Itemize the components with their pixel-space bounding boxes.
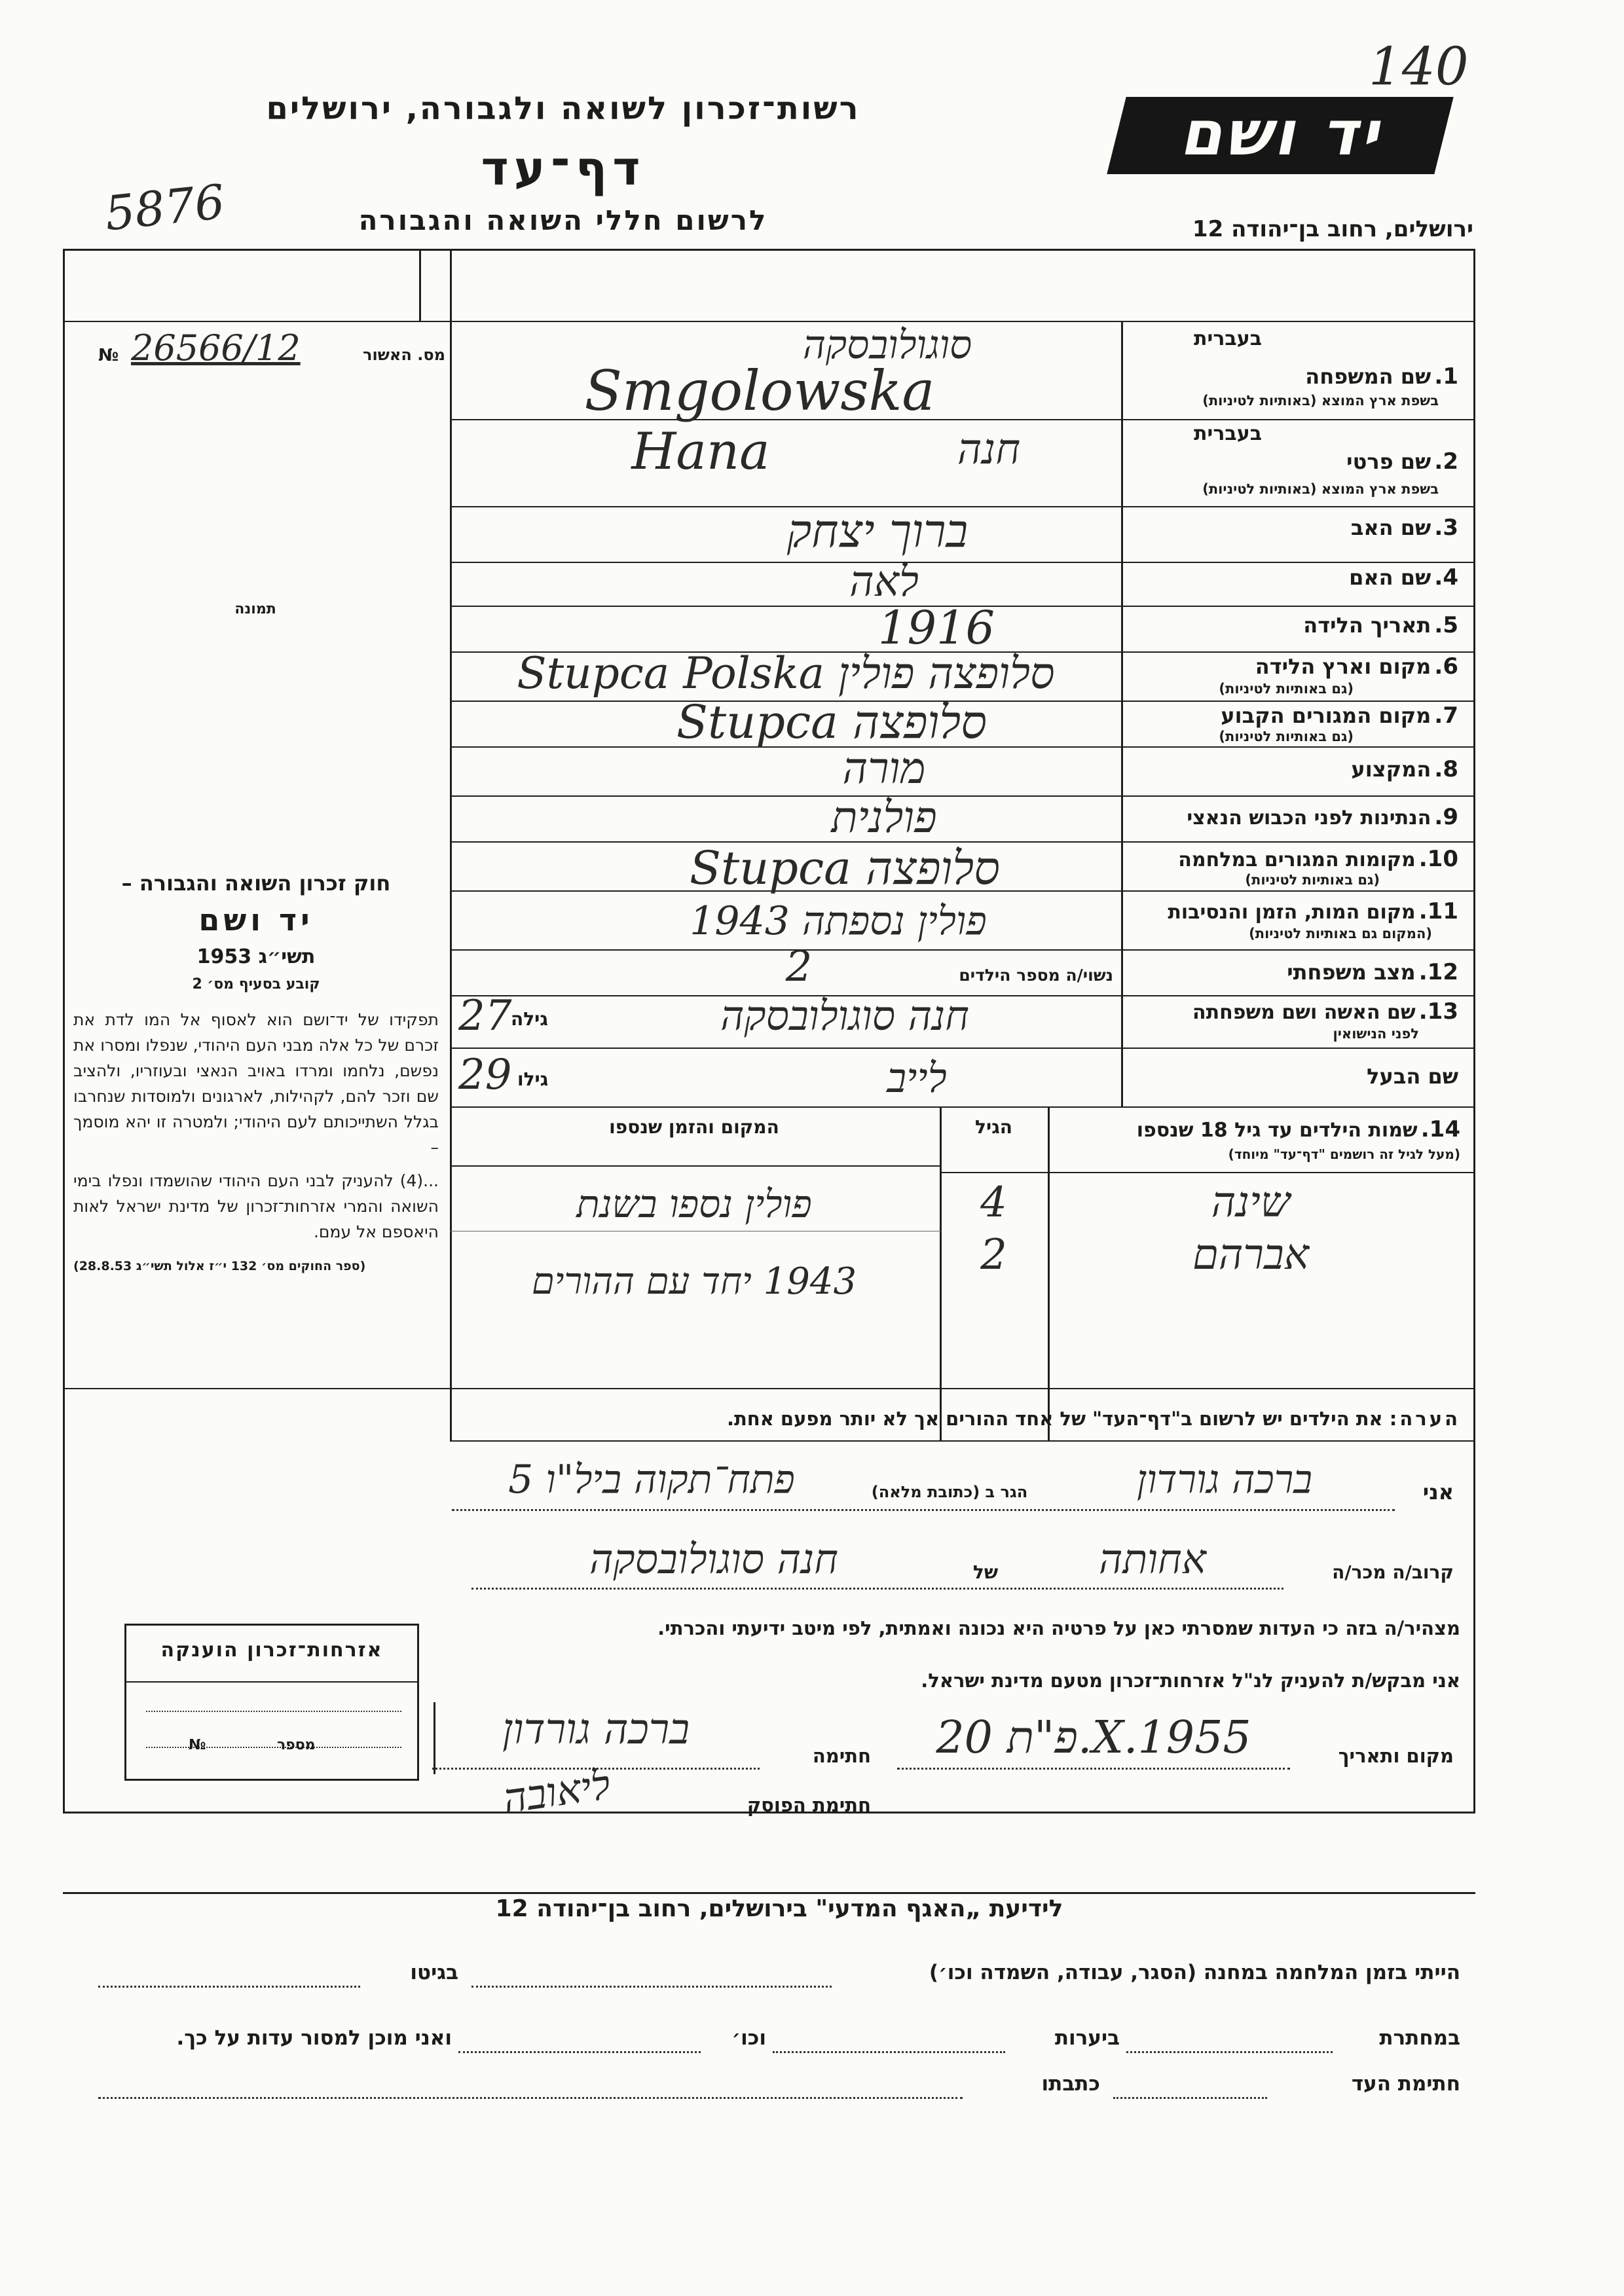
logo-text: יד ושם bbox=[1179, 98, 1381, 170]
field-2-number: 2. bbox=[1434, 448, 1458, 475]
field-11-row bbox=[1128, 898, 1458, 947]
profession-value[interactable]: מורה bbox=[842, 743, 926, 793]
field-8-number: 8. bbox=[1434, 756, 1458, 782]
child-2-place[interactable]: 1943 יחד עם ההורים bbox=[531, 1260, 857, 1303]
field-13-row bbox=[1128, 998, 1458, 1046]
field-9-number: 9. bbox=[1434, 804, 1458, 830]
children-header bbox=[1054, 1116, 1460, 1162]
surname-latin-value[interactable]: Smgolowska bbox=[584, 359, 935, 423]
declaration-text: מצהיר/ה בזה כי העדות שמסרתי כאן על פרטיה היא נכונה ואמתית, לפי מיטב ידיעתי והכרתי. bbox=[657, 1617, 1460, 1639]
firstname-hebrew-value[interactable]: חנה bbox=[957, 426, 1021, 474]
signature-value[interactable]: ברכה גורדון bbox=[502, 1705, 690, 1754]
org-line: רשות־זכרון לשואה ולגבורה, ירושלים bbox=[266, 90, 860, 127]
officer-label: חתימת הפוסק bbox=[747, 1794, 871, 1816]
notice-line bbox=[458, 1408, 1460, 1430]
field-1-hebrew-tag: בעברית bbox=[1194, 327, 1262, 350]
place-column-header: המקום והזמן שנספו bbox=[609, 1116, 779, 1138]
citizenship-no-sign: № bbox=[189, 1737, 206, 1753]
field-2-row bbox=[1128, 422, 1458, 504]
notice-title: הערה: bbox=[1389, 1408, 1460, 1430]
husband-row bbox=[1128, 1064, 1458, 1089]
field-13-note: לפני הנישואין bbox=[1333, 1026, 1419, 1042]
field-2-hebrew-tag: בעברית bbox=[1194, 422, 1262, 445]
field-8-label: המקצוע bbox=[1351, 757, 1431, 782]
children-header-number: 14. bbox=[1420, 1116, 1460, 1142]
subject-name[interactable]: חנה סוגולובסקה bbox=[589, 1535, 838, 1583]
witness-signature-label: חתימת העד bbox=[1351, 2072, 1460, 2096]
place-date-value[interactable]: פ"ת 20.X.1955 bbox=[936, 1712, 1251, 1764]
witness-address-label: כתבתו bbox=[1041, 2072, 1100, 2096]
field-10-label: מקומות המגורים במלחמה bbox=[1178, 848, 1416, 871]
child-1-age[interactable]: 4 bbox=[980, 1178, 1007, 1227]
wife-name-value[interactable]: חנה סוגולובסקה bbox=[720, 992, 969, 1040]
birth-place-value[interactable]: Stupca Polska סלופצה פולין bbox=[517, 648, 1055, 699]
husband-age-label: גילו bbox=[517, 1068, 549, 1090]
field-3-number: 3. bbox=[1434, 515, 1458, 541]
relation-label: קרוב/ה מכר/ה bbox=[1332, 1561, 1454, 1583]
law-name: יד ושם bbox=[198, 902, 314, 938]
approval-block bbox=[79, 327, 445, 373]
citizenship-title: אזרחות־זכרון הוענקה bbox=[160, 1639, 383, 1662]
citizenship-number-label: מספר bbox=[277, 1737, 316, 1753]
forests-label: ביערות bbox=[1054, 2026, 1120, 2050]
husband-name-value[interactable]: לייב bbox=[887, 1054, 947, 1102]
law-text: תפקידו של יד־ושם הוא לאסוף אל המו לדת את זכרם של כל אלה מבני העם היהודי, שנפלו ומסרו את נפשם, נלחמו ומרדו באויב הנאצי ובעוזריו, ולהציב שם וזכר להם, לקהילות, לארגונים ולמוסדות שנחרבו בגלל השתייכותם לעם היהודי; ולמטרה זו יהא מוסמך – bbox=[73, 1010, 439, 1157]
field-8-row bbox=[1128, 756, 1458, 782]
field-7-label: מקום המגורים הקבוע bbox=[1221, 703, 1431, 728]
relation-of-label: של bbox=[972, 1561, 999, 1583]
field-6-row bbox=[1128, 653, 1458, 699]
declarant-label: אני bbox=[1422, 1480, 1454, 1504]
label-column-divider bbox=[1121, 321, 1123, 1106]
field-1-label: שם המשפחה bbox=[1305, 364, 1431, 389]
field-2-note: בשפת ארץ המוצא (באותיות לטיניות) bbox=[1202, 481, 1439, 497]
request-text: אני מבקש/ת להעניק לנ"ל אזרחות־זכרון מטעם מדינת ישראל. bbox=[921, 1669, 1460, 1692]
field-13-label: שם האשה ושם משפחתה bbox=[1192, 1001, 1416, 1024]
underground-label: במחתרת bbox=[1379, 2026, 1460, 2050]
field-9-row bbox=[1128, 804, 1458, 830]
address: ירושלים, רחוב בן־יהודה 12 bbox=[1192, 216, 1473, 242]
children-count-value[interactable]: 2 bbox=[785, 943, 813, 991]
field-7-note: (גם באותיות לטיניות) bbox=[1219, 729, 1354, 744]
field-5-label: תאריך הלידה bbox=[1303, 613, 1431, 638]
surname-hebrew-value[interactable]: סוגולובסקה bbox=[802, 322, 972, 368]
field-10-number: 10. bbox=[1418, 846, 1458, 872]
left-panel-divider bbox=[450, 249, 452, 1440]
law-text-2: ...(4) להעניק לבני העם היהודי שהושמדו ונפלו בימי השואה והמרי אזרחות־זכרון של מדינת ישראל לאות היאספם אל עמם. bbox=[73, 1171, 439, 1241]
age-column-header: הגיל bbox=[975, 1116, 1012, 1138]
mother-name-value[interactable]: לאה bbox=[849, 558, 919, 606]
child-1-name[interactable]: שינה bbox=[1211, 1178, 1291, 1227]
approval-number[interactable]: 26566/12 bbox=[131, 327, 301, 369]
field-13-number: 13. bbox=[1418, 998, 1458, 1025]
declarant-name[interactable]: ברכה גורדון bbox=[1136, 1457, 1313, 1503]
field-1-note: בשפת ארץ המוצא (באותיות לטיניות) bbox=[1202, 393, 1439, 409]
citizenship-box bbox=[124, 1624, 419, 1781]
field-4-label: שם האם bbox=[1349, 565, 1431, 590]
child-2-age[interactable]: 2 bbox=[980, 1231, 1007, 1279]
husband-age-value[interactable]: 29 bbox=[458, 1051, 512, 1099]
field-3-row bbox=[1128, 515, 1458, 541]
children-header-note: (מעל לגיל זה רושמים "דף־עד" מיוחד) bbox=[1228, 1146, 1460, 1162]
law-year: תשי״ג 1953 bbox=[196, 945, 316, 968]
etc-label: וכו׳ bbox=[731, 2026, 766, 2050]
field-4-number: 4. bbox=[1434, 564, 1458, 591]
place-date-label: מקום ותאריך bbox=[1338, 1745, 1454, 1767]
field-2-label: שם פרטי bbox=[1346, 449, 1431, 474]
nationality-value[interactable]: פולנית bbox=[831, 792, 937, 843]
child-2-name[interactable]: אברהם bbox=[1192, 1231, 1310, 1279]
wartime-residence-value[interactable]: Stupca סלופצה bbox=[689, 841, 1000, 895]
law-clause: קובע בסעיף מס׳ 2 bbox=[192, 976, 320, 993]
form-title: דף־עד bbox=[481, 141, 646, 196]
field-1-number: 1. bbox=[1434, 363, 1458, 390]
field-9-label: הנתינות לפני הכבוש הנאצי bbox=[1187, 807, 1431, 829]
field-7-row bbox=[1128, 702, 1458, 745]
camp-line-label: הייתי בזמן המלחמה במחנה (הסגר, עבודה, השמדה וכו׳) bbox=[929, 1961, 1460, 1984]
address-label: הגר ב (כתובת מלאה) bbox=[871, 1483, 1028, 1501]
law-title: חוק זכרון השואה והגבורה – bbox=[121, 871, 391, 896]
field-10-note: (גם באותיות לטיניות) bbox=[1245, 872, 1380, 888]
photo-label: תמונה bbox=[234, 601, 276, 617]
notice-text: את הילדים יש לרשום ב"דף־העד" של אחד ההורים אך לא יותר מפעם אחת. bbox=[726, 1408, 1383, 1430]
field-5-row bbox=[1128, 612, 1458, 638]
field-6-label: מקום וארץ הלידה bbox=[1255, 654, 1431, 679]
law-block bbox=[73, 871, 439, 1273]
field-12-row bbox=[1128, 959, 1458, 985]
relation-value[interactable]: אחותה bbox=[1099, 1535, 1206, 1583]
field-6-note: (גם באותיות לטיניות) bbox=[1219, 681, 1354, 697]
residence-value[interactable]: Stupca סלופצה bbox=[676, 695, 987, 749]
field-10-row bbox=[1128, 846, 1458, 888]
wife-age-label: גילה bbox=[511, 1008, 548, 1030]
field-11-number: 11. bbox=[1418, 898, 1458, 924]
field-11-label: מקום המות, הזמן והנסיבות bbox=[1168, 901, 1416, 924]
child-1-place[interactable]: פולין נספו בשנת bbox=[576, 1182, 812, 1226]
scientific-dept-title: לידיעת „האגף המדעי" בירושלים, רחוב בן־יהודה 12 bbox=[495, 1895, 1063, 1922]
children-count-label: נשוי/ה מספר הילדים bbox=[959, 966, 1113, 985]
testimony-offer: ואני מוכן למסור עדות על כך. bbox=[176, 2026, 452, 2050]
father-name-value[interactable]: ברוך יצחק bbox=[786, 504, 969, 558]
field-6-number: 6. bbox=[1434, 653, 1458, 680]
corner-note: 140 bbox=[1369, 36, 1469, 97]
margin-number: 5876 bbox=[102, 173, 228, 242]
approval-label: מס. האשור bbox=[363, 346, 445, 364]
law-source: (ספר החוקים מס׳ 132 י״ז אלול תשי״ג 28.8.53) bbox=[73, 1259, 366, 1273]
approval-no-sign: № bbox=[98, 346, 119, 365]
birth-date-value[interactable]: 1916 bbox=[877, 601, 995, 655]
field-3-label: שם האב bbox=[1350, 515, 1431, 540]
field-1-row bbox=[1128, 324, 1458, 416]
children-header-label: שמות הילדים עד גיל 18 שנספו bbox=[1136, 1119, 1418, 1142]
field-11-note: (המקום גם באותיות לטיניות) bbox=[1249, 926, 1432, 941]
field-7-number: 7. bbox=[1434, 702, 1458, 729]
field-12-number: 12. bbox=[1418, 959, 1458, 985]
signature-label: חתימה bbox=[812, 1745, 871, 1767]
declarant-address[interactable]: פתח־תקוה ביל"ו 5 bbox=[508, 1457, 795, 1503]
wife-age-value[interactable]: 27 bbox=[458, 992, 512, 1040]
field-5-number: 5. bbox=[1434, 612, 1458, 638]
ghetto-label: בגיטו bbox=[410, 1961, 458, 1984]
firstname-latin-value[interactable]: Hana bbox=[631, 422, 770, 481]
form-subtitle: לרשום חללי השואה והגבורה bbox=[358, 204, 768, 236]
husband-label: שם הבעל bbox=[1367, 1064, 1458, 1089]
officer-signature: ליאובה bbox=[500, 1760, 614, 1823]
field-4-row bbox=[1128, 564, 1458, 591]
field-12-label: מצב משפחתי bbox=[1287, 960, 1416, 985]
death-place-value[interactable]: פולין נספתה 1943 bbox=[690, 898, 987, 944]
